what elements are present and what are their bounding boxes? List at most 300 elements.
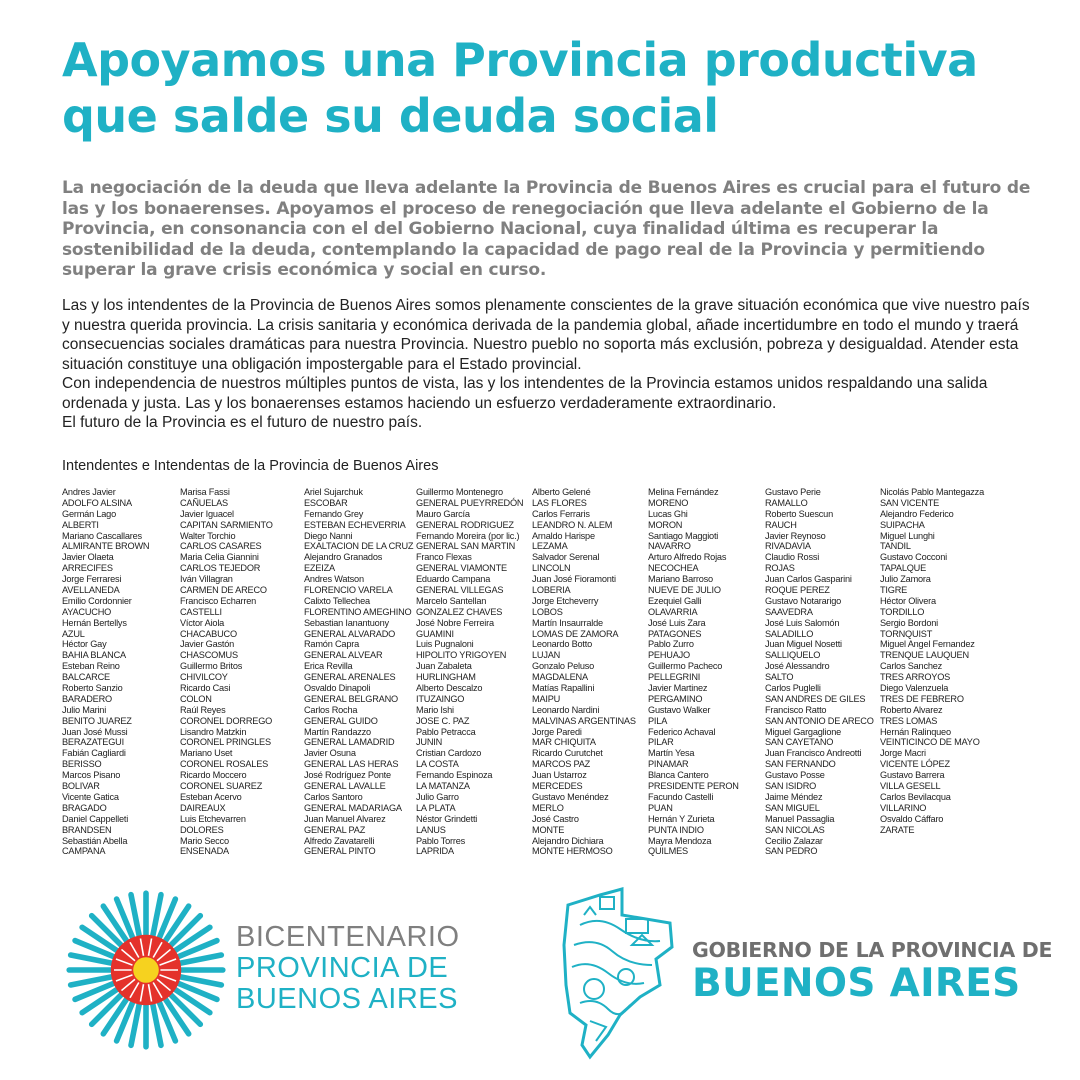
municipality-name: ALMIRANTE BROWN xyxy=(62,541,150,552)
municipality-name: GENERAL PUEYRREDÓN xyxy=(416,497,524,508)
municipality-name: PERGAMINO xyxy=(648,693,703,704)
mayor-name: Juan José Fioramonti xyxy=(532,574,616,585)
municipality-name: DAIREAUX xyxy=(180,802,226,813)
mayor-name: Calixto Tellechea xyxy=(304,595,370,606)
municipality-name: SAN CAYETANO xyxy=(765,737,834,748)
municipality-name: RAUCH xyxy=(765,519,797,530)
municipality-name: EXALTACION DE LA CRUZ xyxy=(304,541,414,552)
municipality-name: TORDILLO xyxy=(880,606,925,617)
mayor-name: Julio Marini xyxy=(62,704,107,715)
municipality-name: TAPALQUE xyxy=(880,563,927,574)
mayor-name: Juan José Mussi xyxy=(62,726,128,737)
mayor-name: Santiago Maggioti xyxy=(648,530,719,541)
municipality-name: VILLARINO xyxy=(880,802,927,813)
municipality-name: LOMAS DE ZAMORA xyxy=(532,628,619,639)
mayor-name: Alejandro Dichiara xyxy=(532,835,604,846)
municipality-name: PUNTA INDIO xyxy=(648,824,704,835)
body-paragraph-3: El futuro de la Provincia es el futuro de nuestro país. xyxy=(62,414,423,431)
mayor-name: Alfredo Zavatarelli xyxy=(304,835,375,846)
mayor-name: Ramón Capra xyxy=(304,639,359,650)
municipality-name: SUIPACHA xyxy=(880,519,925,530)
mayor-name: José Luis Salomón xyxy=(765,617,840,628)
municipality-name: LEZAMA xyxy=(532,541,568,552)
municipality-name: LAPRIDA xyxy=(416,846,454,857)
mayor-name: Osvaldo Cáffaro xyxy=(880,813,944,824)
mayor-name: José Rodríguez Ponte xyxy=(304,770,391,781)
gobierno-label: GOBIERNO DE LA PROVINCIA DE xyxy=(692,938,1053,962)
mayor-name: Jaime Méndez xyxy=(765,791,823,802)
municipality-name: GENERAL LAVALLE xyxy=(304,781,386,792)
sun-ray xyxy=(181,977,222,985)
municipality-name: BENITO JUAREZ xyxy=(62,715,132,726)
mayor-name: Nicolás Pablo Mantegazza xyxy=(880,487,984,497)
mayor-name: Miguel Angel Fernandez xyxy=(880,639,975,650)
municipality-name: GENERAL BELGRANO xyxy=(304,693,398,704)
mayor-name: Arturo Alfredo Rojas xyxy=(648,552,727,563)
sun-ray xyxy=(71,977,112,985)
mayor-name: Mayra Mendoza xyxy=(648,835,712,846)
sun-ray xyxy=(71,955,112,963)
mayor-name: Raúl Reyes xyxy=(180,704,226,715)
municipality-name: GENERAL LAS HERAS xyxy=(304,759,399,770)
mayor-name: Juan Francisco Andreotti xyxy=(765,748,862,759)
mayor-name: Claudio Rossi xyxy=(765,552,820,563)
mayor-name: Jorge Ferraresi xyxy=(62,574,122,585)
mayor-name: Eduardo Campana xyxy=(416,574,491,585)
mayor-name: Iván Villagran xyxy=(180,574,233,585)
municipality-name: TRES DE FEBRERO xyxy=(880,693,964,704)
mayor-name: Ricardo Moccero xyxy=(180,770,247,781)
mayor-name: Carlos Santoro xyxy=(304,791,363,802)
municipality-name: GENERAL ALVEAR xyxy=(304,650,383,661)
mayor-name: Sebastian Ianantuony xyxy=(304,617,389,628)
municipality-name: PINAMAR xyxy=(648,759,689,770)
mayor-name: Facundo Castelli xyxy=(648,791,714,802)
municipality-name: BARADERO xyxy=(62,693,112,704)
mayor-name: Miguel Gargaglione xyxy=(765,726,842,737)
mayor-name: Matías Rapallini xyxy=(532,683,595,694)
list-heading: Intendentes e Intendentas de la Provincia de Buenos Aires xyxy=(62,458,439,474)
municipality-name: HURLINGHAM xyxy=(416,672,476,683)
mayor-name: Juan Ustarroz xyxy=(532,770,587,781)
municipality-name: CAMPANA xyxy=(62,846,106,857)
municipality-name: SAN VICENTE xyxy=(880,497,940,508)
municipality-name: CHACABUCO xyxy=(180,628,237,639)
lead-paragraph: La negociación de la deuda que lleva adelante la Provincia de Buenos Aires es crucial para el futuro de las y los bonaerenses. Apoyamos el proceso de renegociación que lleva adelante el Gobierno de la Provincia, en consonancia con el del Gobierno Nacional, cuya finalidad última es recuperar la sostenibilidad de la deuda, contemplando la capacidad de pago real de la Provincia y permitiendo superar la grave crisis económica y social en curso. xyxy=(62,178,1031,280)
mayor-name: Juan Miguel Nosetti xyxy=(765,639,842,650)
municipality-name: LA MATANZA xyxy=(416,781,470,792)
municipality-name: BAHIA BLANCA xyxy=(62,650,126,661)
mayor-name: Emilio Cordonnier xyxy=(62,595,132,606)
signatories-list xyxy=(62,487,1062,867)
mayor-name: Javier Iguacel xyxy=(180,508,234,519)
mayor-name: Marcelo Santellan xyxy=(416,595,487,606)
mayor-name: Sebastián Abella xyxy=(62,835,128,846)
municipality-name: SAN MIGUEL xyxy=(765,802,820,813)
mayor-name: Carlos Sanchez xyxy=(880,661,943,672)
mayor-name: Mariano Cascallares xyxy=(62,530,142,541)
mayor-name: Hernán Bertellys xyxy=(62,617,127,628)
mayor-name: Carlos Puglelli xyxy=(765,683,821,694)
municipality-name: NUEVE DE JULIO xyxy=(648,585,721,596)
mayor-name: Diego Valenzuela xyxy=(880,683,949,694)
municipality-name: TIGRE xyxy=(880,585,908,596)
municipality-name: PELLEGRINI xyxy=(648,672,701,683)
mayor-name: Maria Celia Giannini xyxy=(180,552,259,563)
municipality-name: SAN NICOLAS xyxy=(765,824,825,835)
mayor-name: Mauro García xyxy=(416,508,470,519)
municipality-name: CAÑUELAS xyxy=(180,497,228,508)
buenos-aires-label: BUENOS AIRES xyxy=(236,983,458,1015)
municipality-name: CORONEL ROSALES xyxy=(180,759,269,770)
bicentenario-logo-text xyxy=(236,922,460,1015)
buenos-aires-wordmark: BUENOS AIRES xyxy=(692,961,1021,1006)
mayor-name: Miguel Lunghi xyxy=(880,530,935,541)
mayor-name: Fernando Grey xyxy=(304,508,364,519)
municipality-name: LA COSTA xyxy=(416,759,459,770)
mayor-name: Néstor Grindetti xyxy=(416,813,478,824)
municipality-name: VICENTE LÓPEZ xyxy=(880,759,950,770)
mayor-name: Gustavo Perie xyxy=(765,487,821,497)
mayor-name: Julio Garro xyxy=(416,791,459,802)
municipality-name: BERAZATEGUI xyxy=(62,737,124,748)
municipality-name: CORONEL PRINGLES xyxy=(180,737,271,748)
municipality-name: JUNIN xyxy=(416,737,443,748)
mayor-name: Luis Etchevarren xyxy=(180,813,246,824)
signatory-column xyxy=(765,487,890,857)
municipality-name: LEANDRO N. ALEM xyxy=(532,519,613,530)
mayor-name: José Luis Zara xyxy=(648,617,706,628)
municipality-name: ITUZAINGO xyxy=(416,693,465,704)
municipality-name: GENERAL PINTO xyxy=(304,846,376,857)
municipality-name: MAIPU xyxy=(532,693,561,704)
municipality-name: PUAN xyxy=(648,802,673,813)
municipality-name: EZEIZA xyxy=(304,563,335,574)
municipality-name: SAN ISIDRO xyxy=(765,781,817,792)
municipality-name: ARRECIFES xyxy=(62,563,113,574)
mayor-name: Vicente Gatica xyxy=(62,791,119,802)
mayor-name: Daniel Cappelleti xyxy=(62,813,129,824)
mayor-name: Pablo Torres xyxy=(416,835,466,846)
municipality-name: GUAMINI xyxy=(416,628,454,639)
municipality-name: AVELLANEDA xyxy=(62,585,120,596)
mayor-name: Mario Ishi xyxy=(416,704,454,715)
municipality-name: SAN FERNANDO xyxy=(765,759,836,770)
mayor-name: Jorge Paredi xyxy=(532,726,582,737)
mayor-name: Melina Fernández xyxy=(648,487,719,497)
municipality-name: AZUL xyxy=(62,628,85,639)
mayor-name: Andres Watson xyxy=(304,574,364,585)
municipality-name: CASTELLI xyxy=(180,606,222,617)
mayor-name: Ezequiel Galli xyxy=(648,595,702,606)
mayor-name: Javier Osuna xyxy=(304,748,356,759)
municipality-name: SAN ANDRES DE GILES xyxy=(765,693,866,704)
mayor-name: Alberto Gelené xyxy=(532,487,591,497)
municipality-name: ADOLFO ALSINA xyxy=(62,497,132,508)
mayor-name: Mariano Barroso xyxy=(648,574,713,585)
municipality-name: BRAGADO xyxy=(62,802,107,813)
mayor-name: Arnaldo Harispe xyxy=(532,530,595,541)
municipality-name: MALVINAS ARGENTINAS xyxy=(532,715,636,726)
page-title xyxy=(62,32,1052,144)
municipality-name: LA PLATA xyxy=(416,802,456,813)
signatory-column xyxy=(62,487,187,857)
municipality-name: GENERAL ALVARADO xyxy=(304,628,396,639)
mayor-name: Guillermo Britos xyxy=(180,661,243,672)
municipality-name: PATAGONES xyxy=(648,628,702,639)
signatory-column xyxy=(416,487,541,857)
body-paragraph-2: Con independencia de nuestros múltiples puntos de vista, las y los intendentes de la Provincia estamos unidos respaldando una salida ordenada y justa. Las y los bonaerenses estamos haciendo un esfuerzo verdaderamente extraordinario. xyxy=(62,375,988,412)
municipality-name: GENERAL PAZ xyxy=(304,824,366,835)
municipality-name: ESTEBAN ECHEVERRIA xyxy=(304,519,406,530)
signatory-column xyxy=(532,487,657,857)
municipality-name: JOSE C. PAZ xyxy=(416,715,470,726)
mayor-name: Alberto Descalzo xyxy=(416,683,483,694)
municipality-name: CORONEL SUAREZ xyxy=(180,781,263,792)
municipality-name: PILA xyxy=(648,715,668,726)
municipality-name: COLON xyxy=(180,693,212,704)
municipality-name: SAN PEDRO xyxy=(765,846,818,857)
bicentenario-label: BICENTENARIO xyxy=(236,921,460,953)
municipality-name: SALTO xyxy=(765,672,794,683)
municipality-name: ENSENADA xyxy=(180,846,229,857)
municipality-name: TRES ARROYOS xyxy=(880,672,951,683)
mayor-name: Marisa Fassi xyxy=(180,487,230,497)
municipality-name: MORON xyxy=(648,519,683,530)
municipality-name: MERLO xyxy=(532,802,564,813)
municipality-name: QUILMES xyxy=(648,846,688,857)
mayor-name: Javier Reynoso xyxy=(765,530,826,541)
mayor-name: Fabián Cagliardi xyxy=(62,748,126,759)
municipality-name: MERCEDES xyxy=(532,781,583,792)
mayor-name: Hernán Y Zurieta xyxy=(648,813,715,824)
mayor-name: Marcos Pisano xyxy=(62,770,121,781)
municipality-name: NAVARRO xyxy=(648,541,691,552)
mayor-name: Alejandro Granados xyxy=(304,552,383,563)
mayor-name: Pablo Petracca xyxy=(416,726,476,737)
municipality-name: SALADILLO xyxy=(765,628,814,639)
signatory-column xyxy=(648,487,773,857)
mayor-name: Pablo Zurro xyxy=(648,639,694,650)
municipality-name: SALLIQUELO xyxy=(765,650,821,661)
mayor-name: Andres Javier xyxy=(62,487,116,497)
municipality-name: RIVADAVIA xyxy=(765,541,811,552)
mayor-name: Roberto Alvarez xyxy=(880,704,943,715)
mayor-name: Cristian Cardozo xyxy=(416,748,482,759)
mayor-name: Javier Martinez xyxy=(648,683,708,694)
mayor-name: Carlos Ferraris xyxy=(532,508,590,519)
municipality-name: RAMALLO xyxy=(765,497,808,508)
municipality-name: BALCARCE xyxy=(62,672,110,683)
mayor-name: Diego Nanni xyxy=(304,530,353,541)
mayor-name: Alejandro Federico xyxy=(880,508,954,519)
municipality-name: MORENO xyxy=(648,497,689,508)
municipality-name: FLORENTINO AMEGHINO xyxy=(304,606,412,617)
title-line-2: que salde su deuda social xyxy=(62,89,719,143)
municipality-name: PILAR xyxy=(648,737,674,748)
municipality-name: TRENQUE LAUQUEN xyxy=(880,650,969,661)
municipality-name: MARCOS PAZ xyxy=(532,759,591,770)
sun-ray xyxy=(131,895,139,936)
municipality-name: ZARATE xyxy=(880,824,915,835)
mayor-name: Ariel Sujarchuk xyxy=(304,487,363,497)
mayor-name: Gustavo Barrera xyxy=(880,770,945,781)
municipality-name: ROQUE PEREZ xyxy=(765,585,830,596)
municipality-name: LUJAN xyxy=(532,650,561,661)
municipality-name: MAR CHIQUITA xyxy=(532,737,596,748)
mayor-name: Juan Carlos Gasparini xyxy=(765,574,852,585)
municipality-name: GENERAL VIAMONTE xyxy=(416,563,507,574)
mayor-name: Roberto Sanzio xyxy=(62,683,123,694)
provincia-label: PROVINCIA DE xyxy=(236,952,449,984)
signatory-column xyxy=(880,487,1005,836)
mayor-name: Hernán Ralinqueo xyxy=(880,726,951,737)
mayor-name: Germán Lago xyxy=(62,508,116,519)
municipality-name: GENERAL LAMADRID xyxy=(304,737,395,748)
mayor-name: Fernando Espinoza xyxy=(416,770,493,781)
mayor-name: Carlos Rocha xyxy=(304,704,358,715)
sun-ray xyxy=(181,955,222,963)
municipality-name: LOBERIA xyxy=(532,585,571,596)
mayor-name: José Alessandro xyxy=(765,661,830,672)
title-line-1: Apoyamos una Provincia productiva xyxy=(62,33,978,87)
mayor-name: Héctor Gay xyxy=(62,639,107,650)
mayor-name: Julio Zamora xyxy=(880,574,931,585)
municipality-name: GENERAL ARENALES xyxy=(304,672,396,683)
mayor-name: Lucas Ghi xyxy=(648,508,688,519)
mayor-name: Gustavo Cocconi xyxy=(880,552,947,563)
mayor-name: Javier Gastón xyxy=(180,639,235,650)
mayor-name: Franco Flexas xyxy=(416,552,472,563)
mayor-name: Juan Manuel Alvarez xyxy=(304,813,386,824)
municipality-name: LAS FLORES xyxy=(532,497,587,508)
municipality-name: HIPOLITO YRIGOYEN xyxy=(416,650,507,661)
signatory-column xyxy=(304,487,429,857)
municipality-name: LINCOLN xyxy=(532,563,571,574)
municipality-name: VILLA GESELL xyxy=(880,781,941,792)
sun-ray xyxy=(153,1005,161,1046)
municipality-name: CARMEN DE ARECO xyxy=(180,585,267,596)
mayor-name: Gustavo Menéndez xyxy=(532,791,609,802)
mayor-name: Guillermo Pacheco xyxy=(648,661,723,672)
mayor-name: Juan Zabaleta xyxy=(416,661,472,672)
mayor-name: Blanca Cantero xyxy=(648,770,709,781)
municipality-name: GENERAL SAN MARTIN xyxy=(416,541,516,552)
municipality-name: ESCOBAR xyxy=(304,497,348,508)
mayor-name: Martín Yesa xyxy=(648,748,695,759)
municipality-name: GENERAL RODRIGUEZ xyxy=(416,519,514,530)
mayor-name: Sergio Bordoni xyxy=(880,617,938,628)
municipality-name: CARLOS TEJEDOR xyxy=(180,563,261,574)
municipality-name: TRES LOMAS xyxy=(880,715,938,726)
mayor-name: Jorge Etcheverry xyxy=(532,595,599,606)
municipality-name: LANUS xyxy=(416,824,446,835)
municipality-name: ALBERTI xyxy=(62,519,99,530)
municipality-name: CHIVILCOY xyxy=(180,672,228,683)
municipality-name: CORONEL DORREGO xyxy=(180,715,273,726)
municipality-name: GONZALEZ CHAVES xyxy=(416,606,503,617)
body-paragraph-1: Las y los intendentes de la Provincia de Buenos Aires somos plenamente conscientes de la grave situación económica que vive nuestro país y nuestra querida provincia. La crisis sanitaria y económica derivada de la pandemia global, añade incertidumbre en todo el mundo y traerá consecuencias sociales dramáticas para nuestra Provincia. Nuestro pueblo no soporta más exclusión, pobreza y desigualdad. Atender esta situación constituye una obligación impostergable para el Estado provincial. xyxy=(62,297,1030,373)
municipality-name: CARLOS CASARES xyxy=(180,541,262,552)
municipality-name: CHASCOMUS xyxy=(180,650,238,661)
municipality-name: LOBOS xyxy=(532,606,563,617)
mayor-name: Gustavo Walker xyxy=(648,704,711,715)
mayor-name: Esteban Reino xyxy=(62,661,120,672)
mayor-name: Luis Pugnaloni xyxy=(416,639,474,650)
bicentenario-sun-icon xyxy=(66,890,226,1050)
mayor-name: Manuel Passaglia xyxy=(765,813,835,824)
mayor-name: Esteban Acervo xyxy=(180,791,242,802)
municipality-name: PRESIDENTE PERON xyxy=(648,781,739,792)
municipality-name: BOLIVAR xyxy=(62,781,100,792)
municipality-name: ROJAS xyxy=(765,563,795,574)
mayor-name: Martín Randazzo xyxy=(304,726,371,737)
mayor-name: Cecilio Zalazar xyxy=(765,835,823,846)
municipality-name: PEHUAJO xyxy=(648,650,690,661)
gobierno-logo-text xyxy=(692,938,1052,1006)
mayor-name: Martín Insaurralde xyxy=(532,617,603,628)
mayor-name: Salvador Serenal xyxy=(532,552,600,563)
municipality-name: OLAVARRIA xyxy=(648,606,698,617)
municipality-name: BERISSO xyxy=(62,759,102,770)
mayor-name: Francisco Ratto xyxy=(765,704,827,715)
mayor-name: Carlos Bevilacqua xyxy=(880,791,951,802)
mayor-name: Fernando Moreira (por lic.) xyxy=(416,530,520,541)
municipality-name: DOLORES xyxy=(180,824,224,835)
mayor-name: Jorge Macri xyxy=(880,748,926,759)
municipality-name: NECOCHEA xyxy=(648,563,699,574)
municipality-name: VEINTICINCO DE MAYO xyxy=(880,737,980,748)
mayor-name: Walter Torchio xyxy=(180,530,236,541)
municipality-name: MONTE xyxy=(532,824,565,835)
municipality-name: SAN ANTONIO DE ARECO xyxy=(765,715,874,726)
municipality-name: TANDIL xyxy=(880,541,911,552)
mayor-name: Erica Revilla xyxy=(304,661,353,672)
mayor-name: Gustavo Posse xyxy=(765,770,825,781)
mayor-name: Lisandro Matzkin xyxy=(180,726,247,737)
municipality-name: FLORENCIO VARELA xyxy=(304,585,393,596)
municipality-name: MAGDALENA xyxy=(532,672,588,683)
mayor-name: Leonardo Nardini xyxy=(532,704,600,715)
mayor-name: Ricardo Casi xyxy=(180,683,231,694)
mayor-name: Leonardo Botto xyxy=(532,639,593,650)
mayor-name: Mariano Uset xyxy=(180,748,233,759)
municipality-name: AYACUCHO xyxy=(62,606,112,617)
mayor-name: Federico Achaval xyxy=(648,726,716,737)
municipality-name: GENERAL MADARIAGA xyxy=(304,802,402,813)
municipality-name: BRANDSEN xyxy=(62,824,112,835)
mayor-name: Francisco Echarren xyxy=(180,595,257,606)
signatory-column xyxy=(180,487,305,857)
mayor-name: Mario Secco xyxy=(180,835,229,846)
mayor-name: Ricardo Curutchet xyxy=(532,748,603,759)
mayor-name: Víctor Aiola xyxy=(180,617,225,628)
municipality-name: SAAVEDRA xyxy=(765,606,813,617)
municipality-name: MONTE HERMOSO xyxy=(532,846,613,857)
municipality-name: GENERAL GUIDO xyxy=(304,715,378,726)
mayor-name: Guillermo Montenegro xyxy=(416,487,503,497)
province-map-icon xyxy=(560,885,680,1060)
mayor-name: Osvaldo Dinapoli xyxy=(304,683,371,694)
mayor-name: José Nobre Ferreira xyxy=(416,617,494,628)
mayor-name: Gustavo Notararigo xyxy=(765,595,842,606)
mayor-name: José Castro xyxy=(532,813,579,824)
sun-ray xyxy=(153,895,161,936)
mayor-name: Javier Olaeta xyxy=(62,552,114,563)
sun-ray xyxy=(131,1005,139,1046)
mayor-name: Gonzalo Peluso xyxy=(532,661,595,672)
mayor-name: Héctor Olivera xyxy=(880,595,936,606)
